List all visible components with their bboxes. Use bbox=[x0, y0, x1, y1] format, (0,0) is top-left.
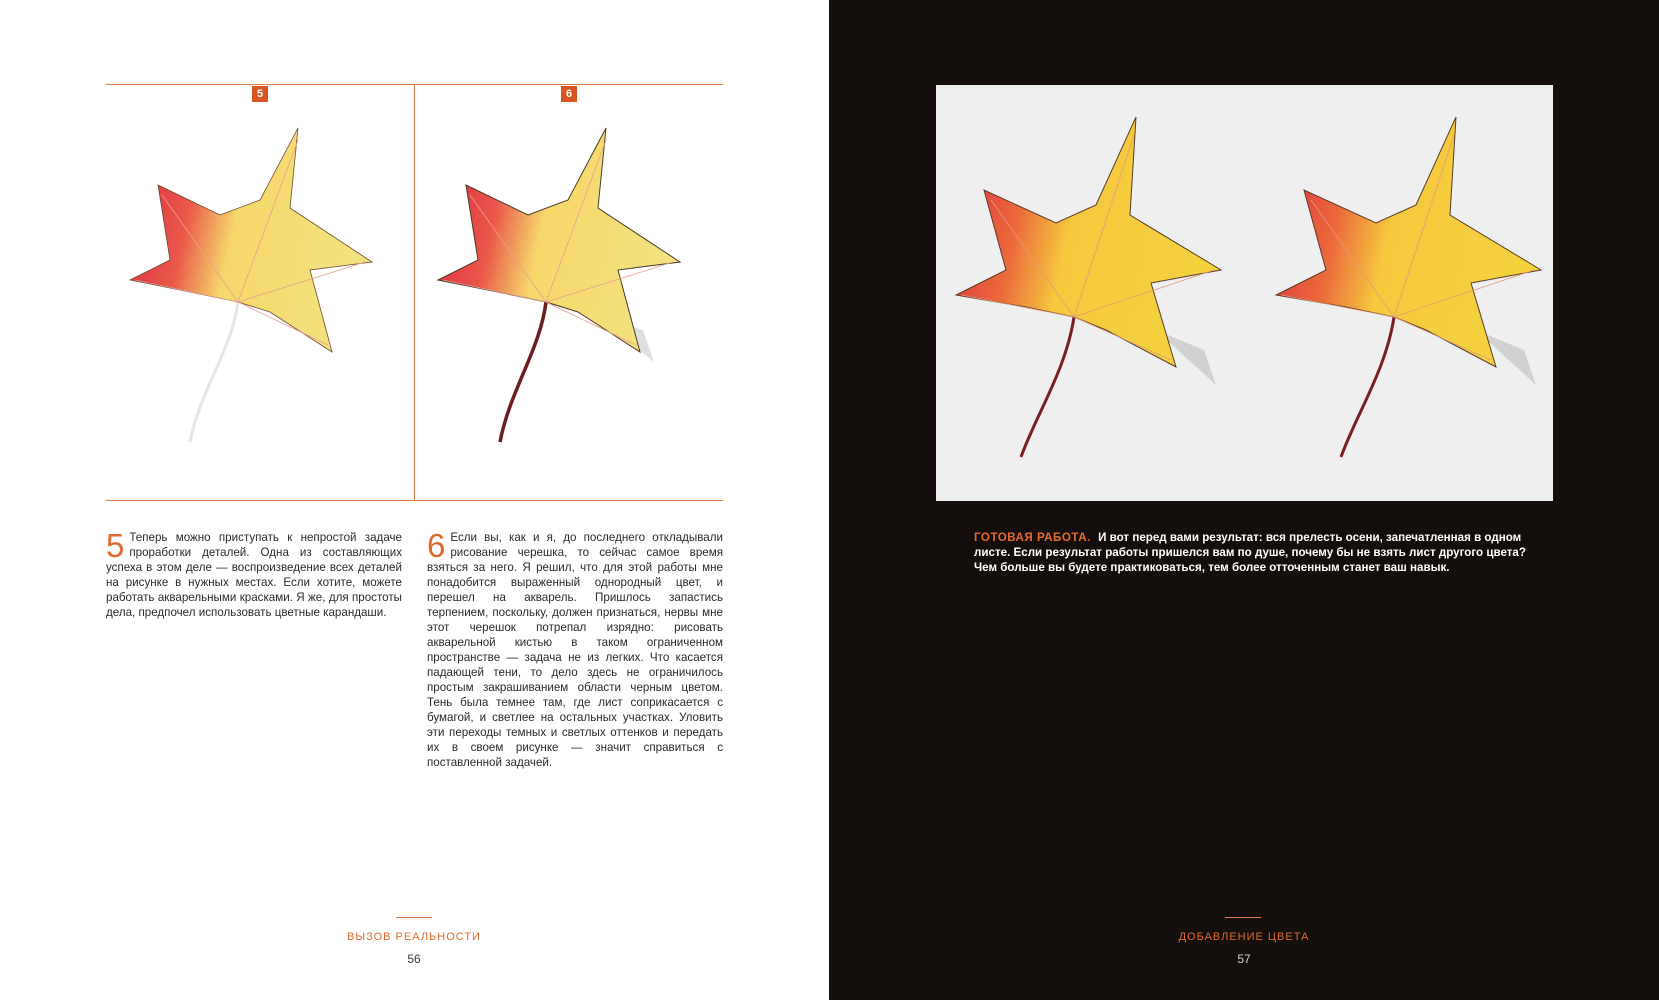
frame-bottom-rule bbox=[106, 500, 723, 501]
final-work-caption bbox=[974, 530, 1534, 575]
step-5-text bbox=[106, 527, 402, 620]
step-5-dropcap: 5 bbox=[106, 527, 125, 564]
left-footer-rule bbox=[396, 917, 432, 918]
caption-text: И вот перед вами результат: вся прелесть осени, запечатленная в одном листе. Если результат работы пришелся вам по душе, почему бы не взять лист другого цвета? Чем больше вы будете практиковаться, тем более отточенным станет ваш навык. bbox=[974, 531, 1526, 574]
step-6-badge: 6 bbox=[561, 86, 577, 102]
steps-figure bbox=[106, 84, 723, 500]
final-work-photo bbox=[936, 85, 1553, 501]
step-6-paragraph: Если вы, как и я, до последнего откладывали рисование черешка, то сейчас самое время взяться за него. Я решил, что для этой работы мне понадобится выраженный однородный цвет, и перешел на акварель. Пришлось запастись терпением, поскольку, должен признаться, нервы мне этот черешок потрепал изрядно: рисовать акварельной кистью в таком ограниченном пространстве — задача не из легких. Что касается падающей тени, то дело здесь не ограничилось простым закрашиванием области черным цветом. Тень была темнее там, где лист соприкасается с бумагой, и светлее на остальных участках. Уловить эти переходы темных и светлых оттенков и передать их в своем рисунке — значит справиться с поставленной задачей. bbox=[427, 531, 723, 769]
left-footer-title: ВЫЗОВ РЕАЛЬНОСТИ bbox=[347, 931, 481, 943]
leaf-step-5-image bbox=[110, 90, 410, 494]
step-5-badge: 5 bbox=[252, 86, 268, 102]
right-footer-title: ДОБАВЛЕНИЕ ЦВЕТА bbox=[1178, 931, 1310, 943]
left-page-number: 56 bbox=[407, 952, 421, 966]
step-6-dropcap: 6 bbox=[427, 527, 446, 564]
step-6-text bbox=[427, 527, 723, 770]
step-5-paragraph: Теперь можно приступать к непростой задаче проработки деталей. Одна из составляющих успеха в этом деле — воспроизведение всех деталей на рисунке в нужных местах. Если хотите, можете работать акварельными красками. Я же, для простоты дела, предпочел использовать цветные карандаши. bbox=[106, 531, 402, 619]
caption-label: ГОТОВАЯ РАБОТА. bbox=[974, 531, 1091, 544]
left-page bbox=[0, 0, 829, 1000]
right-page bbox=[829, 0, 1659, 1000]
right-page-number: 57 bbox=[1237, 952, 1251, 966]
frame-divider bbox=[414, 84, 415, 500]
right-footer-rule bbox=[1225, 917, 1261, 918]
leaf-step-6-image bbox=[418, 90, 718, 494]
